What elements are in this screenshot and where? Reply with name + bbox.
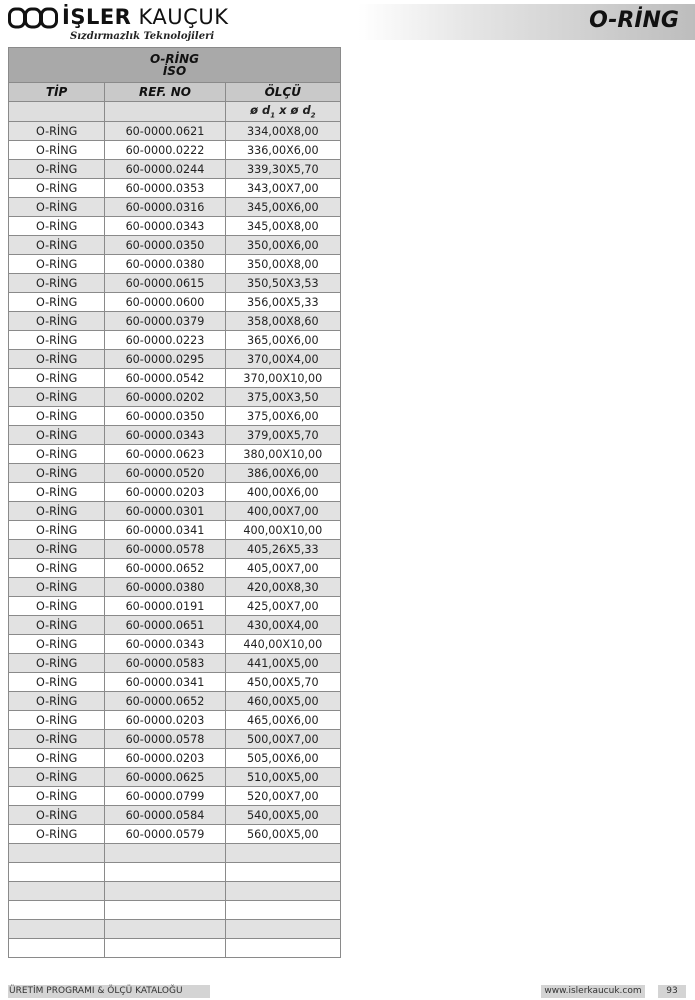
- title-band: [358, 4, 695, 40]
- cell-tip: O-RİNG: [9, 616, 105, 635]
- brand-tagline: Sızdırmazlık Teknolojileri: [70, 31, 215, 42]
- cell-ref-no: 60-0000.0295: [105, 350, 225, 369]
- cell-ref-no: 60-0000.0343: [105, 635, 225, 654]
- cell-tip: O-RİNG: [9, 787, 105, 806]
- cell-tip: O-RİNG: [9, 768, 105, 787]
- table-row: [9, 730, 341, 749]
- table-row: [9, 882, 341, 901]
- cell-olcu: 540,00X5,00: [225, 806, 340, 825]
- cell-olcu: 465,00X6,00: [225, 711, 340, 730]
- cell-tip: O-RİNG: [9, 692, 105, 711]
- cell-olcu: 375,00X3,50: [225, 388, 340, 407]
- cell-tip: O-RİNG: [9, 635, 105, 654]
- cell-olcu: [225, 863, 340, 882]
- cell-ref-no: 60-0000.0379: [105, 312, 225, 331]
- cell-olcu: [225, 882, 340, 901]
- cell-olcu: 500,00X7,00: [225, 730, 340, 749]
- oring-table: [8, 47, 341, 958]
- cell-tip: O-RİNG: [9, 293, 105, 312]
- cell-tip: O-RİNG: [9, 217, 105, 236]
- cell-ref-no: 60-0000.0341: [105, 521, 225, 540]
- cell-olcu: 350,50X3,53: [225, 274, 340, 293]
- cell-tip: O-RİNG: [9, 426, 105, 445]
- table-row: [9, 426, 341, 445]
- cell-olcu: 520,00X7,00: [225, 787, 340, 806]
- cell-tip: [9, 863, 105, 882]
- cell-ref-no: [105, 844, 225, 863]
- table-row: [9, 312, 341, 331]
- cell-olcu: 400,00X10,00: [225, 521, 340, 540]
- cell-olcu: 400,00X7,00: [225, 502, 340, 521]
- table-row: [9, 749, 341, 768]
- cell-tip: O-RİNG: [9, 730, 105, 749]
- cell-olcu: [225, 939, 340, 958]
- cell-tip: O-RİNG: [9, 654, 105, 673]
- cell-ref-no: 60-0000.0799: [105, 787, 225, 806]
- table-row: [9, 141, 341, 160]
- cell-olcu: 350,00X6,00: [225, 236, 340, 255]
- subheader-empty: [105, 102, 225, 122]
- cell-olcu: 379,00X5,70: [225, 426, 340, 445]
- logo-rings-icon: [8, 6, 58, 30]
- cell-olcu: 386,00X6,00: [225, 464, 340, 483]
- table-row: [9, 388, 341, 407]
- cell-ref-no: 60-0000.0578: [105, 540, 225, 559]
- cell-tip: O-RİNG: [9, 388, 105, 407]
- footer-catalog-title: ÜRETİM PROGRAMI & ÖLÇÜ KATALOĞU: [8, 985, 210, 998]
- cell-ref-no: [105, 901, 225, 920]
- cell-tip: O-RİNG: [9, 331, 105, 350]
- cell-ref-no: 60-0000.0380: [105, 578, 225, 597]
- cell-tip: O-RİNG: [9, 445, 105, 464]
- cell-ref-no: [105, 939, 225, 958]
- table-row: [9, 160, 341, 179]
- cell-ref-no: 60-0000.0623: [105, 445, 225, 464]
- table-row: [9, 464, 341, 483]
- cell-tip: [9, 920, 105, 939]
- cell-olcu: 358,00X8,60: [225, 312, 340, 331]
- cell-tip: O-RİNG: [9, 141, 105, 160]
- cell-tip: O-RİNG: [9, 578, 105, 597]
- cell-tip: O-RİNG: [9, 711, 105, 730]
- footer-website: www.islerkaucuk.com: [541, 985, 645, 998]
- cell-ref-no: 60-0000.0651: [105, 616, 225, 635]
- cell-olcu: 441,00X5,00: [225, 654, 340, 673]
- cell-olcu: 460,00X5,00: [225, 692, 340, 711]
- table-row: [9, 407, 341, 426]
- table-row: [9, 521, 341, 540]
- cell-tip: O-RİNG: [9, 502, 105, 521]
- cell-tip: O-RİNG: [9, 806, 105, 825]
- table-row: [9, 863, 341, 882]
- cell-tip: O-RİNG: [9, 198, 105, 217]
- cell-olcu: 375,00X6,00: [225, 407, 340, 426]
- subheader-empty: [9, 102, 105, 122]
- cell-ref-no: 60-0000.0191: [105, 597, 225, 616]
- cell-tip: O-RİNG: [9, 521, 105, 540]
- page-title: O-RİNG: [589, 8, 679, 33]
- table-row: [9, 939, 341, 958]
- table-row: [9, 559, 341, 578]
- table-row: [9, 920, 341, 939]
- cell-olcu: [225, 901, 340, 920]
- table-row: [9, 331, 341, 350]
- cell-tip: O-RİNG: [9, 236, 105, 255]
- cell-ref-no: 60-0000.0350: [105, 407, 225, 426]
- cell-tip: O-RİNG: [9, 122, 105, 141]
- table-row: [9, 787, 341, 806]
- cell-tip: O-RİNG: [9, 825, 105, 844]
- cell-olcu: 370,00X10,00: [225, 369, 340, 388]
- cell-ref-no: 60-0000.0316: [105, 198, 225, 217]
- cell-ref-no: 60-0000.0244: [105, 160, 225, 179]
- table-row: [9, 445, 341, 464]
- cell-ref-no: 60-0000.0301: [105, 502, 225, 521]
- table-row: [9, 350, 341, 369]
- cell-ref-no: 60-0000.0203: [105, 749, 225, 768]
- dimension-format: ø $d_1$ x ø $d_2$: [225, 102, 340, 122]
- table-row: [9, 198, 341, 217]
- table-row: [9, 654, 341, 673]
- cell-tip: O-RİNG: [9, 407, 105, 426]
- cell-tip: O-RİNG: [9, 483, 105, 502]
- cell-ref-no: 60-0000.0578: [105, 730, 225, 749]
- cell-tip: O-RİNG: [9, 350, 105, 369]
- cell-olcu: 339,30X5,70: [225, 160, 340, 179]
- cell-olcu: 420,00X8,30: [225, 578, 340, 597]
- company-logo: [8, 4, 229, 44]
- table-title: O-RİNG İSO: [9, 48, 341, 83]
- cell-tip: O-RİNG: [9, 559, 105, 578]
- cell-tip: O-RİNG: [9, 255, 105, 274]
- cell-ref-no: 60-0000.0350: [105, 236, 225, 255]
- cell-ref-no: 60-0000.0343: [105, 426, 225, 445]
- cell-tip: [9, 901, 105, 920]
- table-row: [9, 901, 341, 920]
- cell-olcu: 356,00X5,33: [225, 293, 340, 312]
- page-number: 93: [658, 985, 686, 998]
- table-row: [9, 255, 341, 274]
- cell-ref-no: [105, 882, 225, 901]
- cell-ref-no: 60-0000.0380: [105, 255, 225, 274]
- cell-ref-no: 60-0000.0615: [105, 274, 225, 293]
- cell-olcu: 334,00X8,00: [225, 122, 340, 141]
- cell-ref-no: 60-0000.0222: [105, 141, 225, 160]
- cell-tip: O-RİNG: [9, 312, 105, 331]
- cell-ref-no: 60-0000.0652: [105, 559, 225, 578]
- table-row: [9, 806, 341, 825]
- cell-olcu: 510,00X5,00: [225, 768, 340, 787]
- cell-ref-no: 60-0000.0353: [105, 179, 225, 198]
- cell-ref-no: [105, 863, 225, 882]
- cell-tip: O-RİNG: [9, 160, 105, 179]
- cell-ref-no: 60-0000.0202: [105, 388, 225, 407]
- cell-olcu: 440,00X10,00: [225, 635, 340, 654]
- cell-olcu: [225, 844, 340, 863]
- cell-ref-no: 60-0000.0223: [105, 331, 225, 350]
- table-row: [9, 274, 341, 293]
- table-row: [9, 217, 341, 236]
- cell-ref-no: 60-0000.0203: [105, 711, 225, 730]
- cell-ref-no: 60-0000.0583: [105, 654, 225, 673]
- cell-tip: O-RİNG: [9, 540, 105, 559]
- cell-olcu: 400,00X6,00: [225, 483, 340, 502]
- cell-ref-no: 60-0000.0203: [105, 483, 225, 502]
- cell-ref-no: 60-0000.0579: [105, 825, 225, 844]
- table-row: [9, 825, 341, 844]
- table-row: [9, 616, 341, 635]
- table-row: [9, 673, 341, 692]
- cell-olcu: 505,00X6,00: [225, 749, 340, 768]
- cell-olcu: 405,26X5,33: [225, 540, 340, 559]
- cell-olcu: 365,00X6,00: [225, 331, 340, 350]
- cell-ref-no: 60-0000.0341: [105, 673, 225, 692]
- table-row: [9, 179, 341, 198]
- cell-olcu: 430,00X4,00: [225, 616, 340, 635]
- cell-ref-no: 60-0000.0584: [105, 806, 225, 825]
- table-row: [9, 711, 341, 730]
- cell-olcu: 345,00X8,00: [225, 217, 340, 236]
- cell-tip: [9, 939, 105, 958]
- table-row: [9, 844, 341, 863]
- cell-tip: O-RİNG: [9, 369, 105, 388]
- table-row: [9, 122, 341, 141]
- table-row: [9, 502, 341, 521]
- cell-tip: O-RİNG: [9, 749, 105, 768]
- table-row: [9, 236, 341, 255]
- cell-olcu: 345,00X6,00: [225, 198, 340, 217]
- cell-ref-no: 60-0000.0621: [105, 122, 225, 141]
- cell-ref-no: [105, 920, 225, 939]
- cell-ref-no: 60-0000.0600: [105, 293, 225, 312]
- cell-tip: O-RİNG: [9, 179, 105, 198]
- cell-olcu: 336,00X6,00: [225, 141, 340, 160]
- table-row: [9, 540, 341, 559]
- cell-olcu: 370,00X4,00: [225, 350, 340, 369]
- cell-olcu: 350,00X8,00: [225, 255, 340, 274]
- cell-tip: O-RİNG: [9, 597, 105, 616]
- cell-ref-no: 60-0000.0625: [105, 768, 225, 787]
- cell-ref-no: 60-0000.0542: [105, 369, 225, 388]
- cell-tip: O-RİNG: [9, 464, 105, 483]
- table-row: [9, 483, 341, 502]
- col-header-tip: TİP: [9, 83, 105, 102]
- brand-name: İŞLER KAUÇUK: [62, 5, 229, 29]
- cell-tip: [9, 844, 105, 863]
- cell-tip: O-RİNG: [9, 274, 105, 293]
- cell-olcu: 380,00X10,00: [225, 445, 340, 464]
- table-row: [9, 293, 341, 312]
- cell-olcu: 560,00X5,00: [225, 825, 340, 844]
- col-header-olcu: ÖLÇÜ: [225, 83, 340, 102]
- table-row: [9, 369, 341, 388]
- table-row: [9, 635, 341, 654]
- cell-olcu: [225, 920, 340, 939]
- table-row: [9, 597, 341, 616]
- cell-olcu: 425,00X7,00: [225, 597, 340, 616]
- cell-ref-no: 60-0000.0520: [105, 464, 225, 483]
- cell-ref-no: 60-0000.0652: [105, 692, 225, 711]
- col-header-ref: REF. NO: [105, 83, 225, 102]
- table-row: [9, 578, 341, 597]
- cell-olcu: 450,00X5,70: [225, 673, 340, 692]
- cell-olcu: 343,00X7,00: [225, 179, 340, 198]
- cell-olcu: 405,00X7,00: [225, 559, 340, 578]
- cell-ref-no: 60-0000.0343: [105, 217, 225, 236]
- table-row: [9, 768, 341, 787]
- table-row: [9, 692, 341, 711]
- cell-tip: [9, 882, 105, 901]
- cell-tip: O-RİNG: [9, 673, 105, 692]
